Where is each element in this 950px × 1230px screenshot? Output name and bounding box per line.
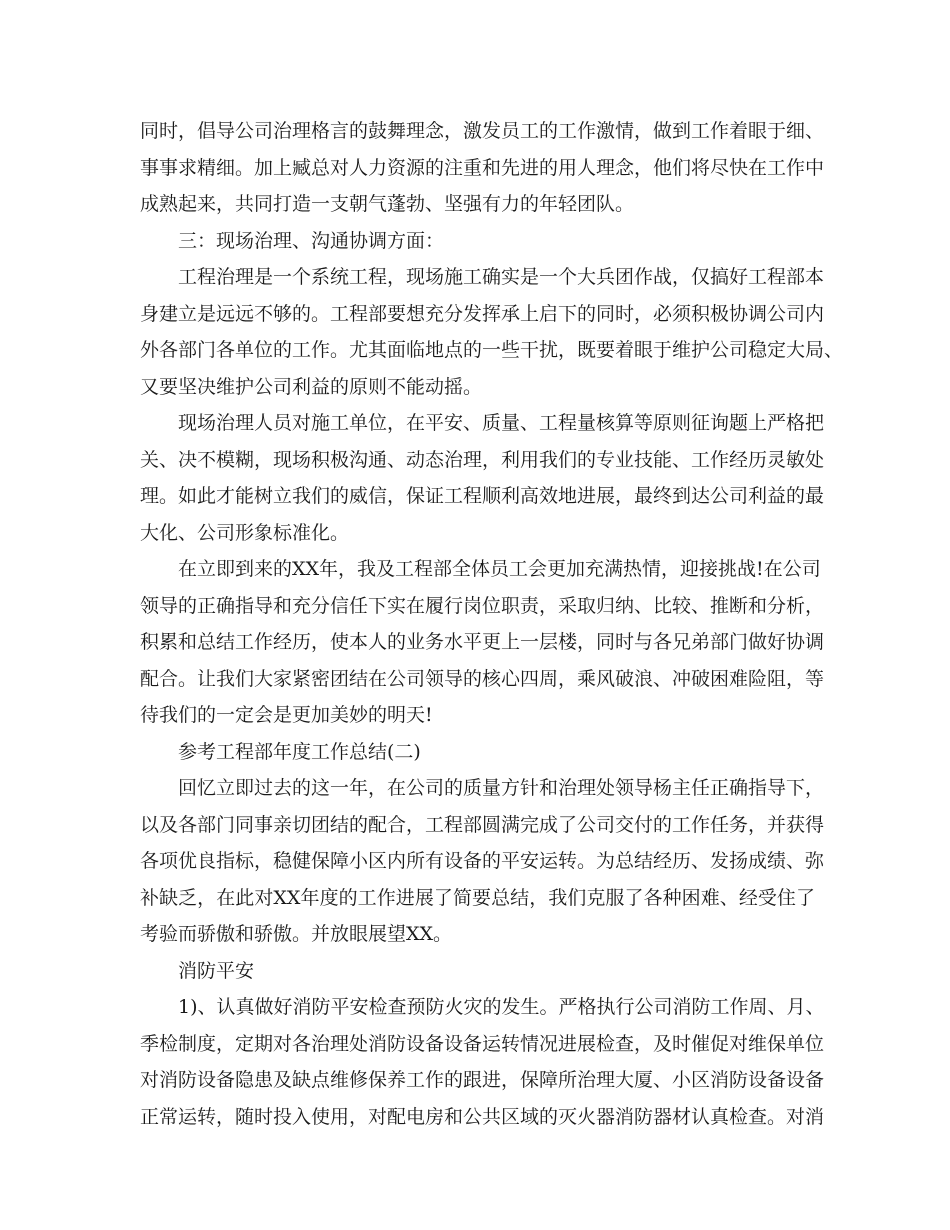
text-line: 补缺乏，在此对XX年度的工作进展了简要总结，我们克服了各种困难、经受住了 xyxy=(140,886,815,909)
text-line: 又要坚决维护公司利益的原则不能动摇。 xyxy=(140,375,483,398)
text-line: 消防平安 xyxy=(178,959,255,982)
text-line: 各项优良指标，稳健保障小区内所有设备的平安运转。为总结经历、发扬成绩、弥 xyxy=(140,850,825,872)
text-line: 理。如此才能树立我们的威信，保证工程顺利高效地进展，最终到达公司利益的最 xyxy=(140,485,825,507)
text-line: 身建立是远远不够的。工程部要想充分发挥承上启下的同时，必须积极协调公司内 xyxy=(140,302,825,325)
text-line: 现场治理人员对施工单位，在平安、质量、工程量核算等原则征询题上严格把 xyxy=(178,412,825,434)
text-line: 在立即到来的XX年，我及工程部全体员工会更加充满热情，迎接挑战!在公司 xyxy=(178,558,821,580)
text-line: 季检制度，定期对各治理处消防设备设备运转情况进展检查，及时催促对维保单位 xyxy=(140,1032,825,1055)
text-line: 以及各部门同事亲切团结的配合，工程部圆满完成了公司交付的工作任务，并获得 xyxy=(140,813,825,836)
text-line: 待我们的一定会是更加美妙的明天! xyxy=(140,704,433,726)
text-line: 回忆立即过去的这一年，在公司的质量方针和治理处领导杨主任正确指导下， xyxy=(178,777,825,799)
text-line: 对消防设备隐患及缺点维修保养工作的跟进，保障所治理大厦、小区消防设备设备 xyxy=(140,1069,825,1091)
text-line: 正常运转，随时投入使用，对配电房和公共区域的灭火器消防器材认真检查。对消 xyxy=(140,1105,825,1128)
text-line: 配合。让我们大家紧密团结在公司领导的核心四周，乘风破浪、冲破困难险阻，等 xyxy=(140,667,825,690)
text-line: 大化、公司形象标准化。 xyxy=(140,521,350,544)
document-body xyxy=(140,113,844,1135)
text-line: 1)、认真做好消防平安检查预防火灾的发生。严格执行公司消防工作周、月、 xyxy=(178,996,825,1018)
text-line: 考验而骄傲和骄傲。并放眼展望XX。 xyxy=(140,923,453,945)
text-line: 关、决不模糊，现场积极沟通、动态治理，利用我们的专业技能、工作经历灵敏处 xyxy=(140,448,825,471)
text-line: 外各部门各单位的工作。尤其面临地点的一些干扰，既要着眼于维护公司稳定大局、 xyxy=(140,339,844,361)
text-line: 参考工程部年度工作总结(二) xyxy=(178,740,421,763)
text-line: 工程治理是一个系统工程，现场施工确实是一个大兵团作战，仅搞好工程部本 xyxy=(178,266,825,288)
text-line: 同时，倡导公司治理格言的鼓舞理念，激发员工的工作激情，做到工作着眼于细、 xyxy=(140,120,825,142)
text-line: 积累和总结工作经历，使本人的业务水平更上一层楼，同时与各兄弟部门做好协调 xyxy=(140,631,825,653)
text-line: 三：现场治理、沟通协调方面： xyxy=(178,229,445,252)
text-line: 成熟起来，共同打造一支朝气蓬勃、坚强有力的年轻团队。 xyxy=(140,193,635,215)
text-line: 领导的正确指导和充分信任下实在履行岗位职责，采取归纳、比较、推断和分析， xyxy=(140,594,825,617)
text-line: 事事求精细。加上臧总对人力资源的注重和先进的用人理念，他们将尽快在工作中 xyxy=(140,156,825,179)
